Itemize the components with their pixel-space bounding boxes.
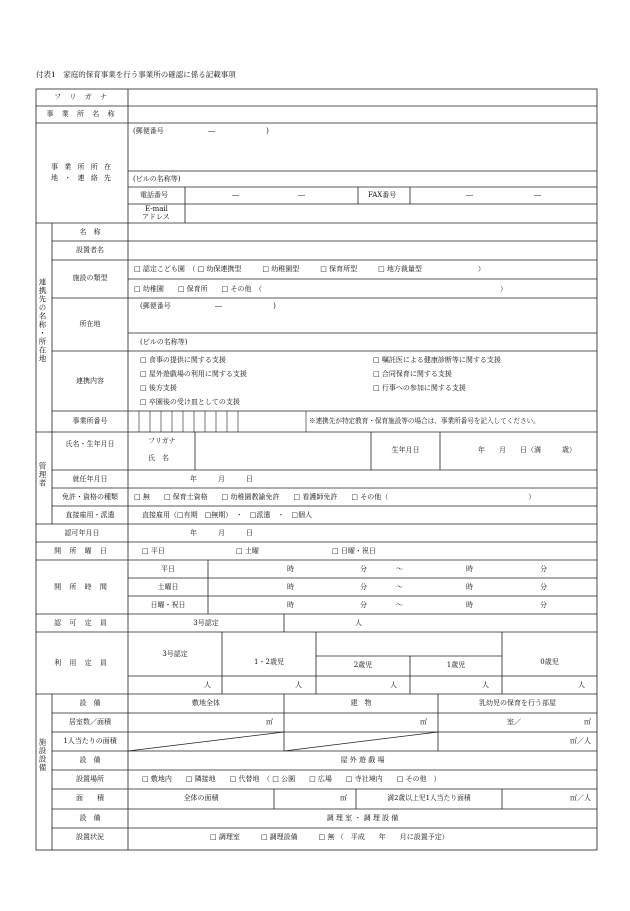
hours-saturday-start-h: 時 bbox=[287, 583, 294, 591]
partner-number-note: ※連携先が特定教育・保育施設等の場合は、事業所番号を記入してください。 bbox=[309, 417, 540, 425]
hours-saturday-end-h: 時 bbox=[466, 583, 473, 591]
hours-holiday-tilde: ～ bbox=[396, 601, 403, 609]
open-days-weekday[interactable]: □ 平日 bbox=[142, 547, 165, 555]
content-item-backup[interactable]: □ 後方支援 bbox=[140, 384, 177, 392]
document-title: 付表1 家庭的保育事業を行う事業所の確認に係る記載事項 bbox=[36, 70, 236, 79]
equipment-building: 建 物 bbox=[350, 699, 372, 707]
usage-unit-age1: 人 bbox=[482, 681, 489, 689]
fax-label: FAX番号 bbox=[368, 191, 397, 199]
per-person-unit: ㎡／人 bbox=[570, 737, 591, 745]
appointed-label: 就任年月日 bbox=[72, 475, 108, 483]
hours-row-holiday: 日曜・祝日 bbox=[150, 601, 186, 609]
building-area-unit: ㎡ bbox=[420, 718, 427, 726]
partner-type-row1[interactable]: □ 認定こども園 （ □ 幼保連携型 □ 幼稚園型 □ 保育所型 □ 地方裁量型 ） bbox=[134, 265, 485, 273]
equipment-facility2-label: 設 備 bbox=[79, 756, 101, 764]
hours-saturday-end-m: 分 bbox=[540, 583, 547, 591]
approval-date-value[interactable]: 年 月 日 bbox=[190, 529, 253, 537]
equipment-section-label: 施設設備 bbox=[38, 738, 47, 772]
hours-holiday-start-h: 時 bbox=[287, 601, 294, 609]
manager-name-label: 氏名・生年月日 bbox=[65, 440, 115, 448]
partner-postal[interactable]: (郵便番号 ― ) bbox=[140, 302, 276, 310]
usage-age2: 2歳児 bbox=[353, 661, 373, 669]
hours-holiday-end-h: 時 bbox=[466, 601, 473, 609]
site-area-unit: ㎡ bbox=[266, 718, 273, 726]
partner-founder-label: 設置者名 bbox=[76, 246, 104, 254]
capacity-label: 認 可 定 員 bbox=[54, 619, 110, 627]
content-item-meal[interactable]: □ 食事の提供に関する支援 bbox=[140, 356, 226, 364]
fax-dash-2: ― bbox=[534, 191, 541, 199]
approval-date-label: 認可年月日 bbox=[64, 529, 100, 537]
usage-label: 利 用 定 員 bbox=[54, 659, 110, 667]
hours-weekday-tilde: ～ bbox=[396, 565, 403, 573]
open-days-label: 開 所 曜 日 bbox=[54, 547, 110, 555]
open-days-holiday[interactable]: □ 日曜・祝日 bbox=[332, 547, 376, 555]
place-options[interactable]: □ 敷地内 □ 隣接地 □ 代替地 （ □ 公園 □ 広場 □ 寺社境内 □ その他 ） bbox=[142, 775, 441, 783]
per-person-label: 1人当たりの面積 bbox=[63, 737, 117, 745]
usage-unit-age0: 人 bbox=[578, 681, 585, 689]
per-child-label: 満2歳以上児1人当たり面積 bbox=[387, 794, 471, 802]
area-label: 面 積 bbox=[76, 794, 104, 802]
capacity-cert: 3号認定 bbox=[193, 619, 219, 627]
status-options[interactable]: □ 調理室 □ 調理設備 □ 無 （ 平成 年 月に設置予定） bbox=[210, 833, 449, 841]
manager-birth-value[interactable]: 年 月 日（満 歳） bbox=[478, 446, 576, 454]
employment-options[interactable]: 直接雇用（□有期 □無期） ・ □派遣 ・ □個人 bbox=[142, 511, 312, 519]
facility-address-label: 事 業 所 所 在 地 ・ 連 絡 先 bbox=[51, 163, 113, 182]
usage-unit-age2: 人 bbox=[390, 681, 397, 689]
open-days-saturday[interactable]: □ 土曜 bbox=[236, 547, 259, 555]
phone-dash-2: ― bbox=[298, 191, 305, 199]
kitchen-label: 調 理 室 ・ 調 理 設 備 bbox=[326, 814, 399, 822]
email-label-1: E-mail bbox=[145, 205, 168, 213]
furigana-label: フ リ ガ ナ bbox=[54, 93, 110, 101]
manager-birth-label: 生年月日 bbox=[391, 446, 420, 454]
hours-row-saturday: 土曜日 bbox=[157, 583, 179, 591]
hours-weekday-end-h: 時 bbox=[466, 565, 473, 573]
facility-building[interactable]: (ビルの名称等) bbox=[133, 175, 181, 183]
usage-cert: 3号認定 bbox=[162, 650, 188, 658]
fax-dash-1: ― bbox=[466, 191, 473, 199]
manager-name: 氏 名 bbox=[148, 454, 169, 462]
equipment-facility-label: 設 備 bbox=[79, 699, 101, 707]
partner-number-label: 事業所番号 bbox=[72, 417, 108, 425]
place-label: 設置場所 bbox=[76, 775, 104, 783]
content-item-graduation[interactable]: □ 卒園後の受け皿としての支援 bbox=[140, 398, 240, 406]
usage-age0: 0歳児 bbox=[540, 658, 559, 666]
partner-section-label: 連携先の名称・所在地 bbox=[38, 278, 47, 363]
capacity-unit: 人 bbox=[355, 619, 362, 627]
facility-name-label: 事 業 所 名 称 bbox=[46, 110, 118, 118]
phone-dash-1: ― bbox=[232, 191, 239, 199]
manager-section-label: 管理者 bbox=[38, 462, 47, 488]
facility-postal[interactable]: (郵便番号 ― ) bbox=[133, 127, 269, 135]
usage-unit-age12: 人 bbox=[295, 681, 302, 689]
usage-unit-cert: 人 bbox=[204, 681, 211, 689]
hours-saturday-tilde: ～ bbox=[396, 583, 403, 591]
equipment-facility3-label: 設 備 bbox=[79, 814, 101, 822]
equipment-site: 敷地全体 bbox=[192, 699, 220, 707]
partner-building[interactable]: (ビルの名称等) bbox=[140, 338, 188, 346]
per-child-unit: ㎡／人 bbox=[570, 794, 591, 802]
room-area-unit: ㎡ bbox=[584, 718, 591, 726]
content-item-joint[interactable]: □ 合同保育に関する支援 bbox=[373, 370, 452, 378]
business-number-boxes bbox=[139, 411, 306, 432]
equipment-nursery-room: 乳幼児の保育を行う部屋 bbox=[479, 699, 556, 707]
license-options[interactable]: □ 無 □ 保育士資格 □ 幼稚園教諭免許 □ 看護師免許 □ その他（ ） bbox=[134, 493, 536, 501]
status-label: 設置状況 bbox=[76, 833, 104, 841]
hours-weekday-start-h: 時 bbox=[287, 565, 294, 573]
hours-holiday-start-m: 分 bbox=[360, 601, 367, 609]
content-item-events[interactable]: □ 行事への参加に関する支援 bbox=[373, 384, 466, 392]
hours-row-weekday: 平日 bbox=[161, 565, 175, 573]
hours-weekday-end-m: 分 bbox=[540, 565, 547, 573]
rooms-area-label: 居室数／面積 bbox=[69, 718, 111, 726]
rooms-count-unit: 室／ bbox=[507, 718, 521, 726]
usage-age1: 1歳児 bbox=[446, 661, 466, 669]
phone-label: 電話番号 bbox=[140, 191, 168, 199]
partner-content-label: 連携内容 bbox=[76, 377, 104, 385]
hours-saturday-start-m: 分 bbox=[360, 583, 367, 591]
partner-name-label: 名 称 bbox=[79, 228, 101, 236]
license-label: 免許・資格の種類 bbox=[62, 493, 118, 501]
hours-holiday-end-m: 分 bbox=[540, 601, 547, 609]
email-label-2: アドレス bbox=[142, 213, 170, 221]
hours-weekday-start-m: 分 bbox=[360, 565, 367, 573]
total-area-unit: ㎡ bbox=[340, 794, 347, 802]
employment-label: 直接雇用・派遣 bbox=[65, 511, 115, 519]
appointed-value[interactable]: 年 月 日 bbox=[190, 475, 253, 483]
total-area-label: 全体の面積 bbox=[183, 794, 219, 802]
content-item-health[interactable]: □ 嘱託医による健康診断等に関する支援 bbox=[373, 356, 501, 364]
open-hours-label: 開 所 時 間 bbox=[54, 583, 110, 591]
playground-label: 屋 外 遊 戯 場 bbox=[340, 756, 385, 764]
partner-type-row2[interactable]: □ 幼稚園 □ 保育所 □ その他 （ ） bbox=[134, 285, 508, 293]
partner-type-label: 施設の類型 bbox=[72, 274, 108, 282]
content-item-playground[interactable]: □ 屋外遊戯場の利用に関する支援 bbox=[140, 370, 247, 378]
usage-age12: 1・2歳児 bbox=[254, 658, 284, 666]
manager-furigana: フリガナ bbox=[148, 437, 176, 445]
partner-location-label: 所在地 bbox=[79, 320, 101, 328]
